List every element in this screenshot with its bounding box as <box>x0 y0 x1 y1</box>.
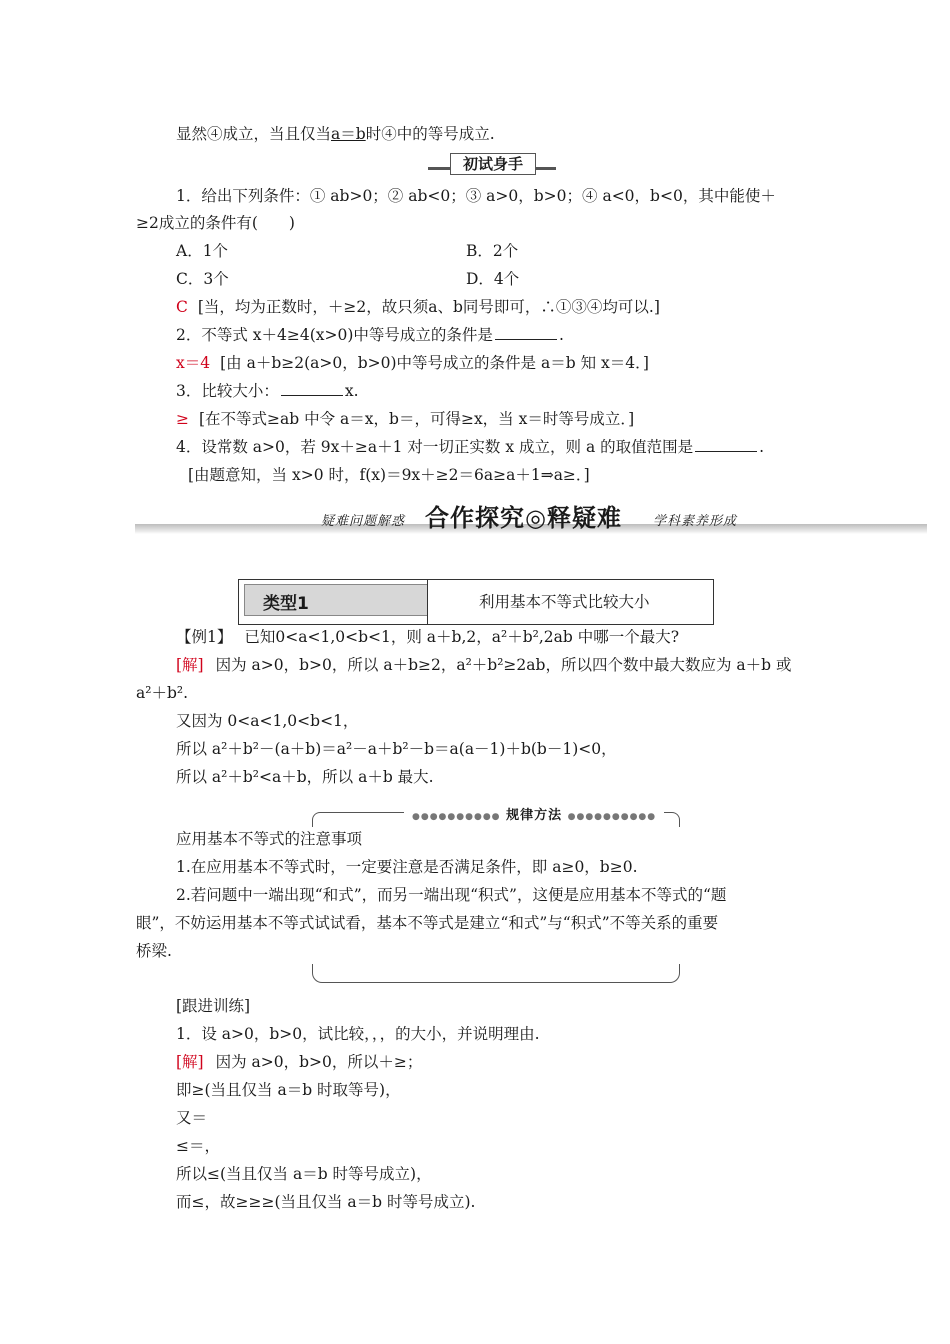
q3-line: 3．比较大小： x. <box>176 382 359 400</box>
followup-heading: [跟进训练] <box>176 997 251 1015</box>
q3-answer-line <box>176 409 634 429</box>
section-banner-right: 学科素养形成 <box>653 514 738 529</box>
method-item2-line2: 眼”，不妨运用基本不等式试试看，基本不等式是建立“和式”与“积式”不等关系的重要 <box>136 914 719 932</box>
example-solution-line2: a²＋b². <box>136 684 189 702</box>
trial-banner-label: 初试身手 <box>450 153 536 175</box>
example-solution-line4: 所以 a²＋b²－(a＋b)＝a²－a＋b²－b＝a(a－1)＋b(b－1)<0， <box>176 740 617 758</box>
followup-solution-label: [解] <box>176 1053 204 1071</box>
method-heading: 应用基本不等式的注意事项 <box>176 830 363 848</box>
trial-banner <box>428 152 556 176</box>
q2-blank <box>495 325 557 340</box>
example-solution-line5: 所以 a²＋b²<a＋b，所以 a＋b 最大. <box>176 768 434 786</box>
q3-explanation: [在不等式≥ab 中令 a＝x，b＝，可得≥x，当 x＝时等号成立．] <box>199 410 635 428</box>
followup-solution-line5: 所以≤(当且仅当 a＝b 时等号成立)， <box>176 1165 432 1183</box>
section-banner <box>135 498 927 538</box>
q1-answer: C <box>176 298 188 316</box>
type-box <box>238 579 714 625</box>
q1-line1: 1．给出下列条件：① ab>0；② ab<0；③ a>0，b>0；④ a<0，b<0，其中能使＋ <box>176 187 776 205</box>
section-banner-title: 合作探究◎释疑难 <box>425 504 622 532</box>
followup-solution-line6: 而≤，故≥≥≥(当且仅当 a＝b 时等号成立). <box>176 1193 476 1211</box>
q1-option-a: A．1个 <box>176 242 229 260</box>
example-text: 已知0<a<1,0<b<1，则 a＋b,2，a²＋b²,2ab 中哪一个最大? <box>244 628 680 646</box>
method-label: ●●●●●●●●●● 规律方法 ●●●●●●●●●● <box>404 804 664 823</box>
q1-option-c: C．3个 <box>176 270 229 288</box>
intro-underlined: a＝b <box>331 125 366 143</box>
intro-line: 显然④成立，当且仅当a＝b时④中的等号成立. <box>176 125 495 143</box>
type-tag <box>244 584 428 616</box>
q1-option-b: B．2个 <box>466 242 519 260</box>
q2-answer-line <box>176 353 649 373</box>
q1-explanation: [当，均为正数时，＋≥2，故只须a、b同号即可，∴①③④均可以.] <box>197 298 660 316</box>
q4-blank <box>695 437 757 452</box>
section-banner-left: 疑难问题解惑 <box>321 514 406 529</box>
q3-answer: ≥ <box>176 410 189 428</box>
q1-line2: ≥2成立的条件有( ) <box>136 214 295 232</box>
type-tag-label: 类型1 <box>263 594 309 614</box>
method-item2-line3: 桥梁. <box>136 942 172 960</box>
example-solution-line1: [解] 因为 a>0，b>0，所以 a＋b≥2，a²＋b²≥2ab，所以四个数中最大数应为 a＋b 或 <box>176 656 792 674</box>
example-line <box>176 627 679 647</box>
followup-solution-line4: ≤＝， <box>176 1137 220 1155</box>
followup-solution-line1: [解] 因为 a>0，b>0，所以＋≥； <box>176 1053 423 1071</box>
example-solution-line3: 又因为 0<a<1,0<b<1， <box>176 712 359 730</box>
followup-question: 1．设 a>0，b>0，试比较，，，的大小，并说明理由. <box>176 1025 540 1043</box>
q4-line: 4．设常数 a>0，若 9x＋≥a＋1 对一切正实数 x 成立，则 a 的取值范围是 . <box>176 438 765 456</box>
method-item1: 1.在应用基本不等式时，一定要注意是否满足条件，即 a≥0，b≥0. <box>176 858 638 876</box>
example-label: 【例1】 <box>176 628 233 646</box>
q2-answer: x＝4 <box>176 354 211 372</box>
q1-answer-line <box>176 297 660 317</box>
q2-line: 2．不等式 x＋4≥4(x>0)中等号成立的条件是 . <box>176 326 564 344</box>
type-title: 利用基本不等式比较大小 <box>479 593 650 611</box>
method-item2-line1: 2.若问题中一端出现“和式”，而另一端出现“积式”，这便是应用基本不等式的“题 <box>176 886 727 904</box>
q3-blank <box>281 381 343 396</box>
q2-explanation: [由 a＋b≥2(a>0，b>0)中等号成立的条件是 a＝b 知 x＝4．] <box>220 354 649 372</box>
q1-option-d: D．4个 <box>466 270 520 288</box>
followup-solution-line2: 即≥(当且仅当 a＝b 时取等号)， <box>176 1081 401 1099</box>
q4-explanation: [由题意知，当 x>0 时，f(x)＝9x＋≥2＝6a≥a＋1⇒a≥．] <box>188 466 590 484</box>
followup-solution-line3: 又＝ <box>176 1109 208 1127</box>
example-solution-label: [解] <box>176 656 204 674</box>
